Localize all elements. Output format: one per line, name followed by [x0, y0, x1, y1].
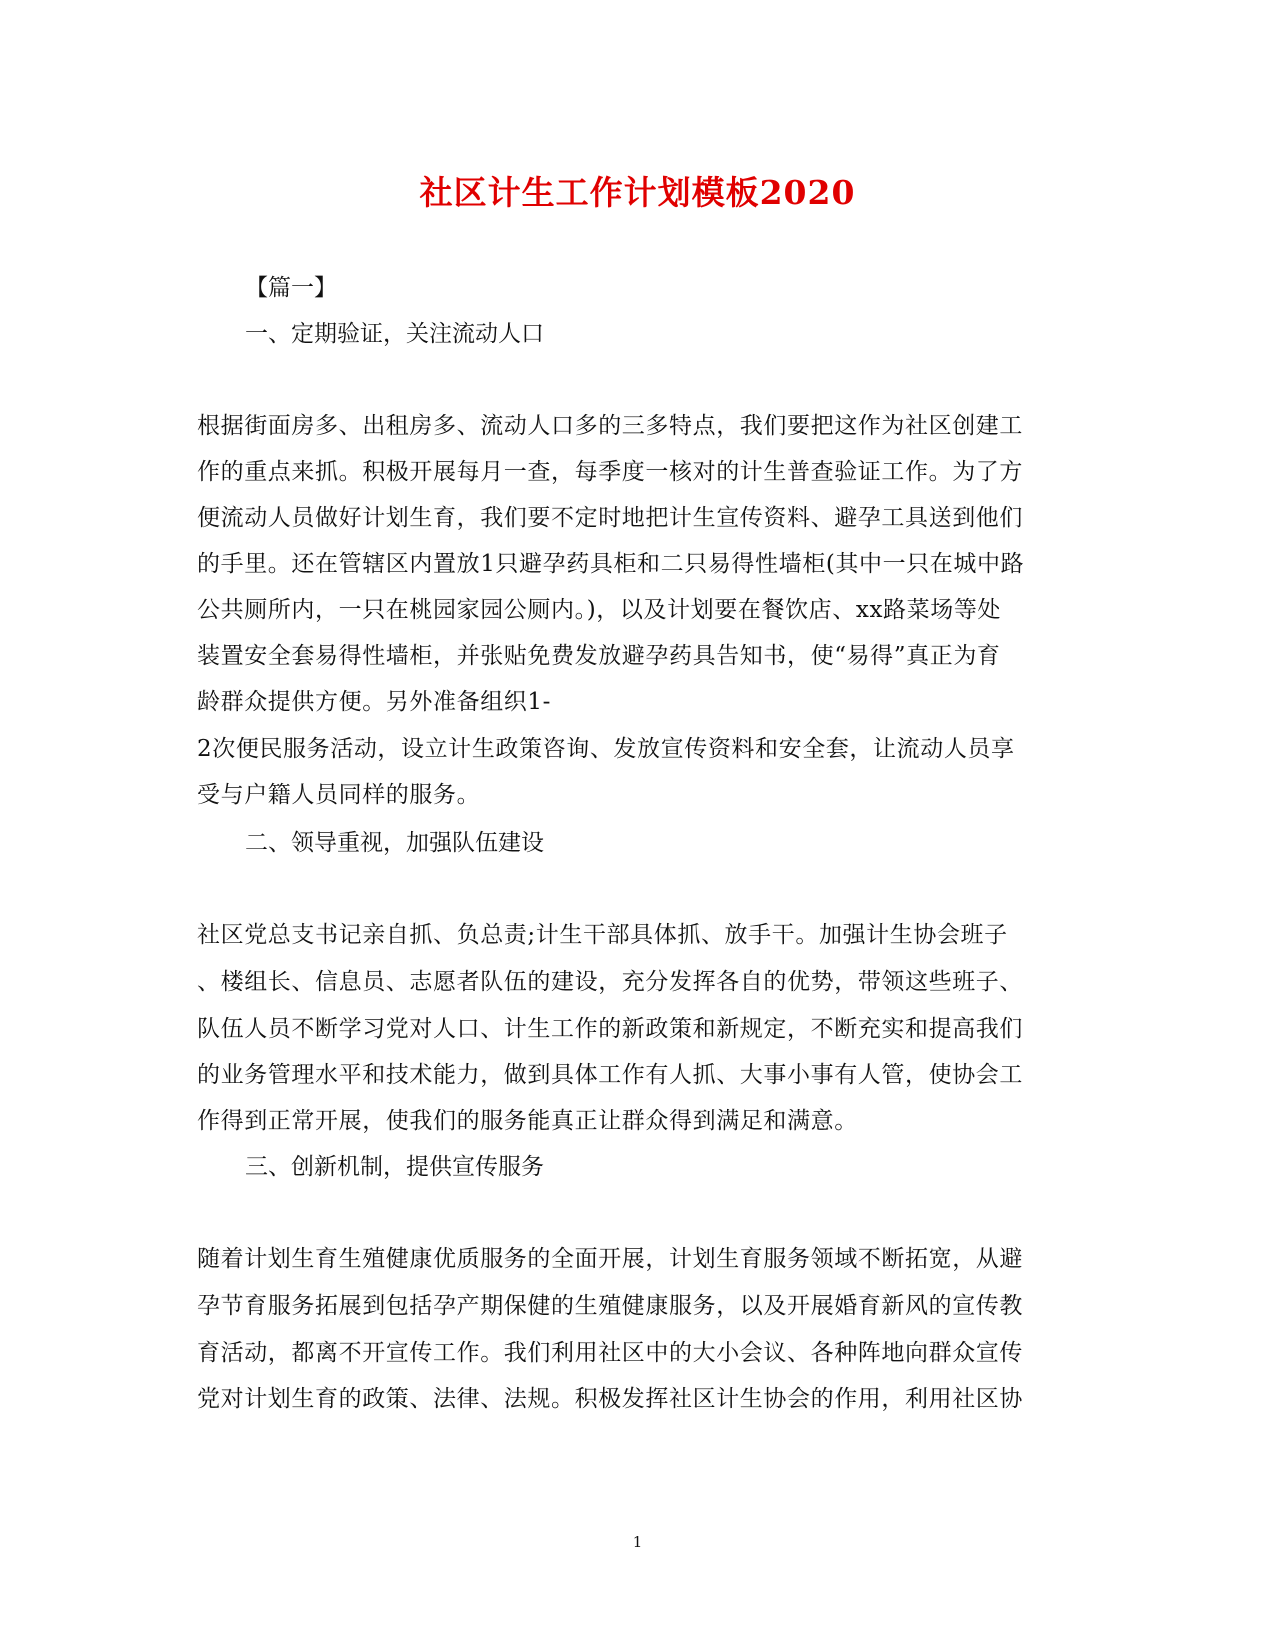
paragraph-line: 随着计划生育生殖健康优质服务的全面开展，计划生育服务领域不断拓宽，从避 — [197, 1246, 1023, 1272]
paragraph-line: 、楼组长、信息员、志愿者队伍的建设，充分发挥各自的优势，带领这些班子、 — [197, 969, 1023, 995]
paragraph-line: 受与户籍人员同样的服务。 — [197, 782, 481, 808]
section-heading-2: 二、领导重视，加强队伍建设 — [245, 830, 544, 856]
paragraph-line: 社区党总支书记亲自抓、负总责;计生干部具体抓、放手干。加强计生协会班子 — [197, 922, 1008, 948]
part-label: 【篇一】 — [245, 275, 337, 301]
paragraph-line: 作得到正常开展，使我们的服务能真正让群众得到满足和满意。 — [197, 1108, 858, 1134]
paragraph-line: 便流动人员做好计划生育，我们要不定时地把计生宣传资料、避孕工具送到他们 — [197, 505, 1023, 531]
paragraph-line: 装置安全套易得性墙柜，并张贴免费发放避孕药具告知书，使“易得”真正为育 — [197, 643, 1001, 669]
paragraph-line: 党对计划生育的政策、法律、法规。积极发挥社区计生协会的作用，利用社区协 — [197, 1386, 1023, 1412]
paragraph-line: 育活动，都离不开宣传工作。我们利用社区中的大小会议、各种阵地向群众宣传 — [197, 1340, 1023, 1366]
paragraph-line: 队伍人员不断学习党对人口、计生工作的新政策和新规定，不断充实和提高我们 — [197, 1016, 1023, 1042]
paragraph-line: 2次便民服务活动，设立计生政策咨询、发放宣传资料和安全套，让流动人员享 — [197, 736, 1015, 762]
paragraph-line: 的手里。还在管辖区内置放1只避孕药具柜和二只易得性墙柜(其中一只在城中路 — [197, 551, 1025, 577]
paragraph-line: 根据街面房多、出租房多、流动人口多的三多特点，我们要把这作为社区创建工 — [197, 413, 1023, 439]
paragraph-line: 的业务管理水平和技术能力，做到具体工作有人抓、大事小事有人管，使协会工 — [197, 1062, 1023, 1088]
document-title: 社区计生工作计划模板2020 — [419, 173, 856, 212]
paragraph-line: 孕节育服务拓展到包括孕产期保健的生殖健康服务，以及开展婚育新风的宣传教 — [197, 1293, 1023, 1319]
section-heading-1: 一、定期验证，关注流动人口 — [245, 321, 544, 347]
section-heading-3: 三、创新机制，提供宣传服务 — [245, 1154, 544, 1180]
paragraph-line: 公共厕所内，一只在桃园家园公厕内。)，以及计划要在餐饮店、xx路菜场等处 — [197, 597, 1002, 623]
paragraph-line: 作的重点来抓。积极开展每月一查，每季度一核对的计生普查验证工作。为了方 — [197, 459, 1023, 485]
page-number: 1 — [632, 1533, 643, 1551]
paragraph-line: 龄群众提供方便。另外准备组织1- — [197, 689, 552, 715]
